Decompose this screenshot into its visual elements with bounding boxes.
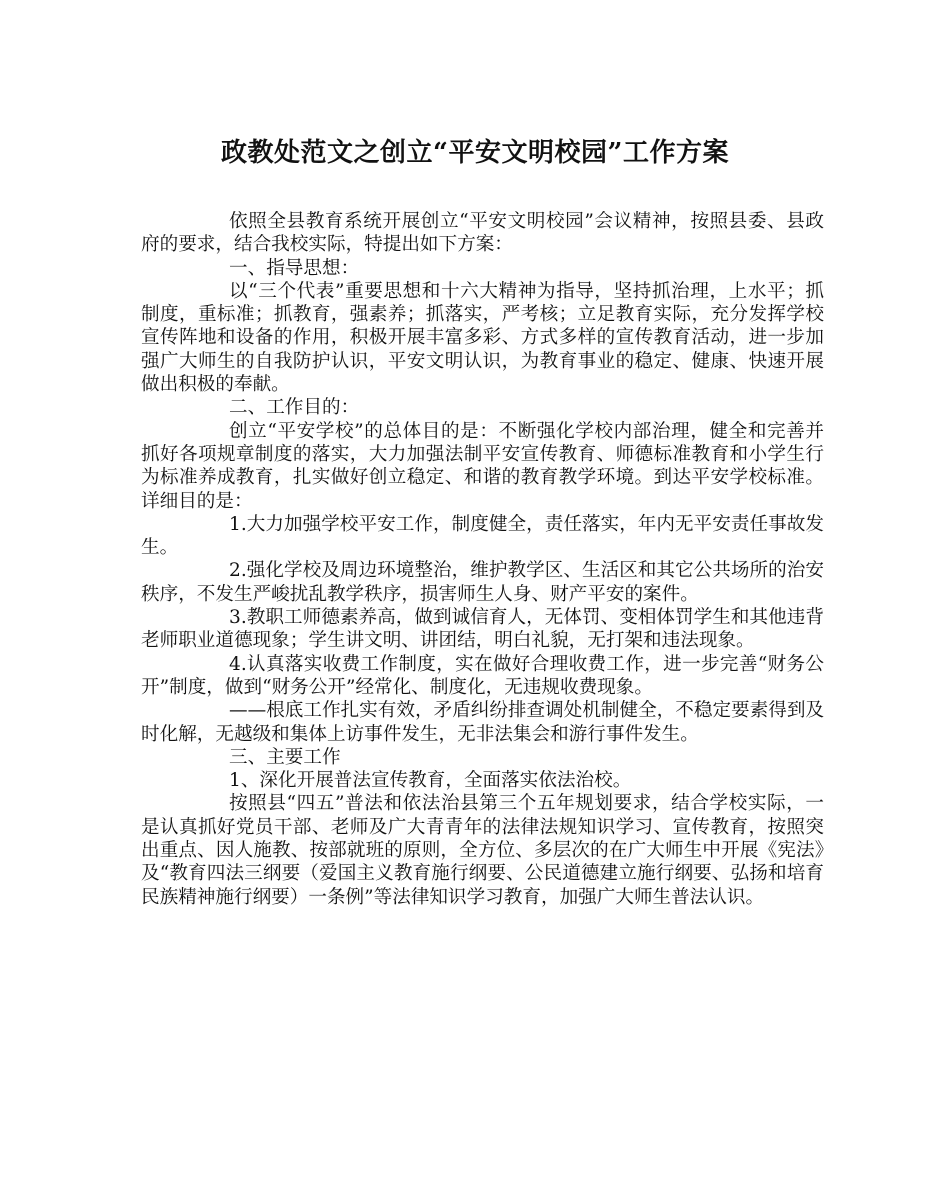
section-heading-guiding-thought: 一、指导思想：	[229, 257, 360, 279]
list-item-goal-3: 3.教职工师德素养高，做到诚信育人，无体罚、变相体罚学生和其他违背老师职业道德现象；学生讲文明、讲团结，明白礼貌，无打架和违法现象。	[141, 607, 824, 652]
list-item-goal-1: 1.大力加强学校平安工作，制度健全，责任落实，年内无平安责任事故发生。	[141, 513, 824, 559]
list-item-goal-4: 4.认真落实收费工作制度，实在做好合理收费工作，进一步完善“财务公开”制度，做到“财务公开”经常化、制度化，无违规收费现象。	[141, 653, 824, 698]
paragraph-legal-education: 按照县“四五”普法和依法治县第三个五年规划要求，结合学校实际，一是认真抓好党员干部、老师及广大青青年的法律法规知识学习、宣传教育，按照突出重点、因人施教、按部就班的原则，全方位、多层次的在广大师生中开展《宪法》及“教育四法三纲要（爱国主义教育施行纲要、公民道德建立施行纲要、弘扬和培育民族精神施行纲要）一条例”等法律知识学习教育，加强广大师生普法认识。	[141, 793, 824, 908]
paragraph-overall-goal: 创立“平安学校”的总体目的是：不断强化学校内部治理，健全和完善并抓好各项规章制度的落实，大力加强法制平安宣传教育、师德标准教育和小学生行为标准养成教育，扎实做好创立稳定、和谐的教育教学环境。到达平安学校标准。详细目的是：	[141, 420, 824, 512]
section-heading-work-goals: 二、工作目的：	[229, 397, 360, 419]
paragraph-intro: 依照全县教育系统开展创立“平安文明校园”会议精神，按照县委、县政府的要求，结合我校实际，特提出如下方案：	[141, 211, 824, 256]
section-heading-main-work: 三、主要工作	[229, 746, 341, 768]
list-item-goal-2: 2.强化学校及周边环境整治，维护教学区、生活区和其它公共场所的治安秩序，不发生严峻扰乱教学秩序，损害师生人身、财产平安的案件。	[141, 560, 824, 605]
list-item-goal-5: ——根底工作扎实有效，矛盾纠纷排查调处机制健全，不稳定要素得到及时化解，无越级和集体上访事件发生，无非法集会和游行事件发生。	[141, 700, 825, 745]
document-body	[141, 210, 824, 909]
subheading-legal-education: 1、深化开展普法宣传教育，全面落实依法治校。	[229, 770, 632, 792]
document-title: 政教处范文之创立“平安文明校园”工作方案	[221, 138, 729, 168]
paragraph-guiding-thought: 以“三个代表”重要思想和十六大精神为指导，坚持抓治理，上水平；抓制度，重标准；抓教育，强素养；抓落实，严考核；立足教育实际，充分发挥学校宣传阵地和设备的作用，积极开展丰富多彩、方式多样的宣传教育活动，进一步加强广大师生的自我防护认识，平安文明认识，为教育事业的稳定、健康、快速开展做出积极的奉献。	[141, 280, 824, 396]
